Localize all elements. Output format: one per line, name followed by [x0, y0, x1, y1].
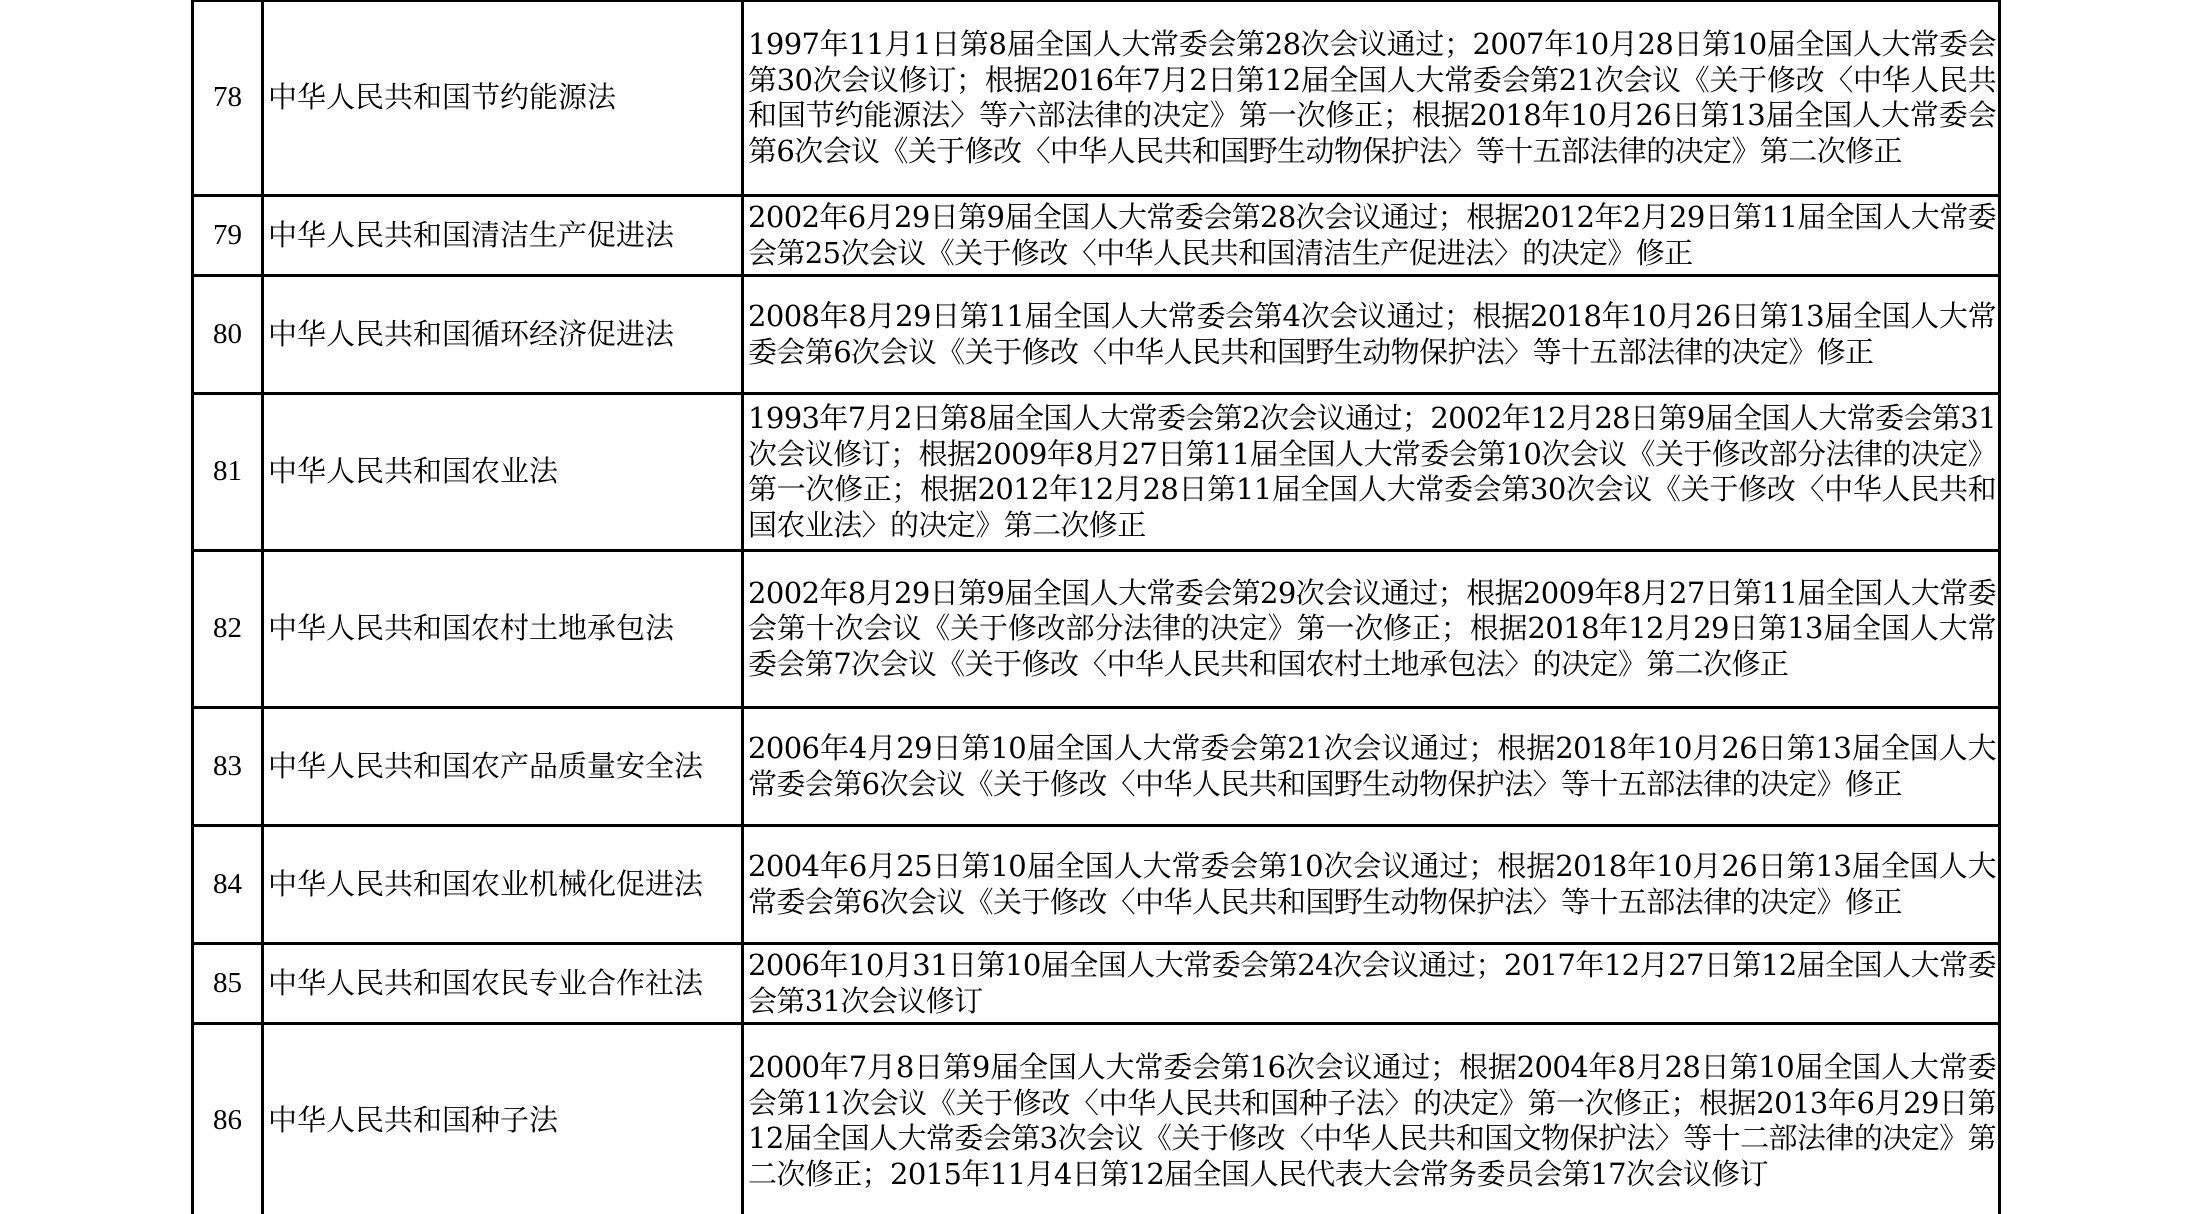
law-name: 中华人民共和国节约能源法 — [263, 1, 743, 196]
row-number: 80 — [193, 276, 263, 394]
row-number: 84 — [193, 826, 263, 944]
law-history: 2002年6月29日第9届全国人大常委会第28次会议通过；根据2012年2月29日第11届全国人大常委会第25次会议《关于修改〈中华人民共和国清洁生产促进法〉的决定》修正 — [743, 196, 2000, 276]
row-number: 82 — [193, 551, 263, 708]
table-row — [193, 708, 2000, 826]
law-name: 中华人民共和国农村土地承包法 — [263, 551, 743, 708]
law-name: 中华人民共和国农产品质量安全法 — [263, 708, 743, 826]
row-number: 79 — [193, 196, 263, 276]
row-number: 83 — [193, 708, 263, 826]
law-table — [191, 0, 2001, 1214]
row-number: 81 — [193, 394, 263, 551]
row-number: 78 — [193, 1, 263, 196]
law-history: 1997年11月1日第8届全国人大常委会第28次会议通过；2007年10月28日第10届全国人大常委会第30次会议修订；根据2016年7月2日第12届全国人大常委会第21次会议《关于修改〈中华人民共和国节约能源法〉等六部法律的决定》第一次修正；根据2018年10月26日第13届全国人大常委会第6次会议《关于修改〈中华人民共和国野生动物保护法〉等十五部法律的决定》第二次修正 — [743, 1, 2000, 196]
law-history: 2006年10月31日第10届全国人大常委会第24次会议通过；2017年12月27日第12届全国人大常委会第31次会议修订 — [743, 944, 2000, 1024]
law-history: 2006年4月29日第10届全国人大常委会第21次会议通过；根据2018年10月26日第13届全国人大常委会第6次会议《关于修改〈中华人民共和国野生动物保护法〉等十五部法律的决定》修正 — [743, 708, 2000, 826]
law-history: 2004年6月25日第10届全国人大常委会第10次会议通过；根据2018年10月26日第13届全国人大常委会第6次会议《关于修改〈中华人民共和国野生动物保护法〉等十五部法律的决定》修正 — [743, 826, 2000, 944]
table-row — [193, 551, 2000, 708]
table-row — [193, 1, 2000, 196]
law-name: 中华人民共和国农业机械化促进法 — [263, 826, 743, 944]
law-name: 中华人民共和国农业法 — [263, 394, 743, 551]
law-name: 中华人民共和国种子法 — [263, 1024, 743, 1214]
table-row — [193, 826, 2000, 944]
table-row — [193, 1024, 2000, 1214]
law-history: 1993年7月2日第8届全国人大常委会第2次会议通过；2002年12月28日第9届全国人大常委会第31次会议修订；根据2009年8月27日第11届全国人大常委会第10次会议《关于修改部分法律的决定》第一次修正；根据2012年12月28日第11届全国人大常委会第30次会议《关于修改〈中华人民共和国农业法〉的决定》第二次修正 — [743, 394, 2000, 551]
law-history: 2000年7月8日第9届全国人大常委会第16次会议通过；根据2004年8月28日第10届全国人大常委会第11次会议《关于修改〈中华人民共和国种子法〉的决定》第一次修正；根据2013年6月29日第12届全国人大常委会第3次会议《关于修改〈中华人民共和国文物保护法〉等十二部法律的决定》第二次修正；2015年11月4日第12届全国人民代表大会常务委员会第17次会议修订 — [743, 1024, 2000, 1214]
law-name: 中华人民共和国农民专业合作社法 — [263, 944, 743, 1024]
table-row — [193, 196, 2000, 276]
law-name: 中华人民共和国循环经济促进法 — [263, 276, 743, 394]
table-row — [193, 276, 2000, 394]
law-history: 2008年8月29日第11届全国人大常委会第4次会议通过；根据2018年10月26日第13届全国人大常委会第6次会议《关于修改〈中华人民共和国野生动物保护法〉等十五部法律的决定》修正 — [743, 276, 2000, 394]
row-number: 86 — [193, 1024, 263, 1214]
law-name: 中华人民共和国清洁生产促进法 — [263, 196, 743, 276]
law-history: 2002年8月29日第9届全国人大常委会第29次会议通过；根据2009年8月27日第11届全国人大常委会第十次会议《关于修改部分法律的决定》第一次修正；根据2018年12月29日第13届全国人大常委会第7次会议《关于修改〈中华人民共和国农村土地承包法〉的决定》第二次修正 — [743, 551, 2000, 708]
table-row — [193, 394, 2000, 551]
table-row — [193, 944, 2000, 1024]
row-number: 85 — [193, 944, 263, 1024]
